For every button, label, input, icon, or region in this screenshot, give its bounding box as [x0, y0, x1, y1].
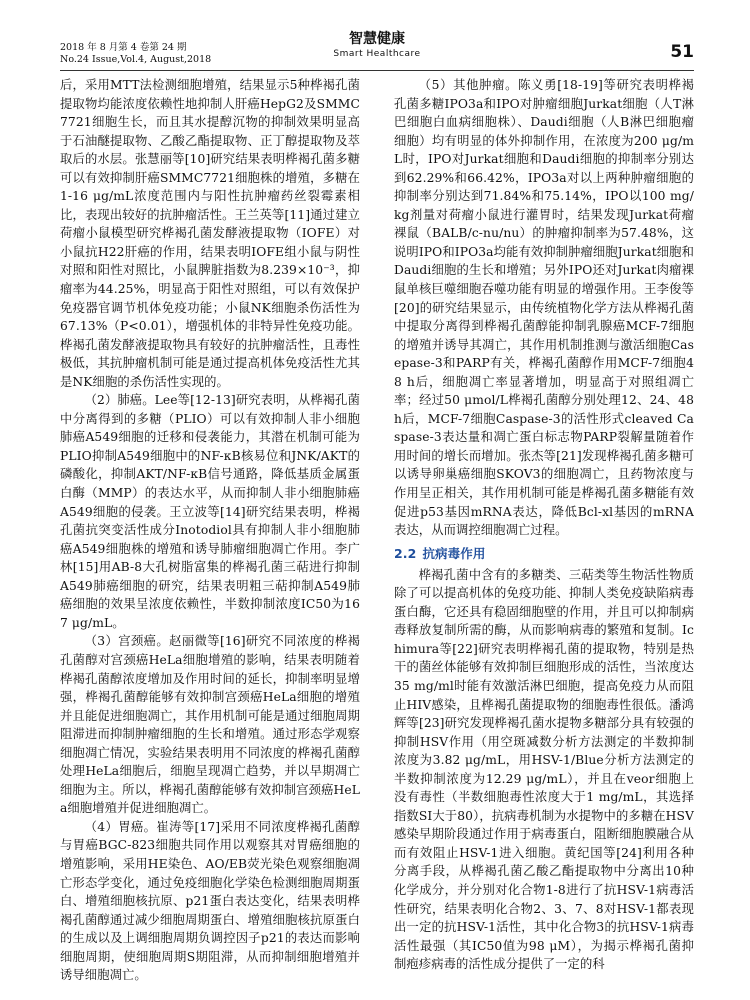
journal-title-cn: 智慧健康 — [349, 31, 405, 47]
journal-title-en: Smart Healthcare — [333, 49, 421, 59]
header-divider — [60, 70, 694, 71]
paragraph-other-tumors: （5）其他肿瘤。陈义勇[18-19]等研究表明桦褐孔菌多糖IPO3a和IPO对肿瘤细胞Jurkat细胞（人T淋巴细胞白血病细胞株）、Daudi细胞（人B淋巴细胞瘤细胞）均有明显的体外抑制作用，在浓度为200 μg/mL时，IPO对Jurkat细胞和Daudi细胞的抑制率分别达到62.29%和66.42%，IPO3a对以上两种肿瘤细胞的抑制率分别达到71.84%和75.14%，IPO以100 mg/kg剂量对荷瘤小鼠进行灌胃时，结果发现Jurkat荷瘤裸鼠（BALB/c-nu/nu）的肿瘤抑制率为57.48%，这说明IPO和IPO3a均能有效抑制肿瘤细胞Jurkat细胞和Daudi细胞的生长和增殖；另外IPO还对Jurkat肉瘤裸鼠单核巨噬细胞吞噬功能有明显的增强作用。王李俊等[20]的研究结果显示，由传统植物化学方法从桦褐孔菌中提取分离得到桦褐孔菌醇能抑制乳腺癌MCF-7细胞的增殖并诱导其凋亡，其作用机制推测与激活细胞Casepase-3和PARP有关，桦褐孔菌醇作用MCF-7细胞48 h后，细胞凋亡率显著增加，明显高于对照组凋亡率；经过50 μmol/L桦褐孔菌醇分别处理12、24、48 h后，MCF-7细胞Caspase-3的活性形式cleaved Caspase-3表达量和凋亡蛋白标志物PARP裂解量随着作用时间的增长而增加。张杰等[21]发现桦褐孔菌多糖可以诱导卵巢癌细胞SKOV3的细胞凋亡，且药物浓度与作用呈正相关，其作用机制可能是桦褐孔菌多糖能有效促进p53基因mRNA表达，降低Bcl-xl基因的mRNA表达，从而调控细胞凋亡过程。 — [394, 78, 694, 538]
paragraph-lung-cancer: （2）肺癌。Lee等[12-13]研究表明，从桦褐孔菌中分离得到的多糖（PLIO）可以有效抑制人非小细胞肺癌A549细胞的迁移和侵袭能力，其潜在机制可能为PLIO抑制A549细胞中的NF-κB核易位和JNK/AKT的磷酸化，抑制AKT/NF-κB信号通路，降低基质金属蛋白酶（MMP）的表达水平，从而抑制人非小细胞肺癌A549细胞的侵袭。王立波等[14]研究结果表明，桦褐孔菌抗突变活性成分Inotodiol具有抑制人非小细胞肺癌A549细胞株的增殖和诱导肺瘤细胞凋亡作用。李广林[15]用AB-8大孔树脂富集的桦褐孔菌三萜进行抑制A549肺癌细胞的研究，结果表明粗三萜抑制A549肺癌细胞的效果呈浓度依赖性，半数抑制浓度IC50为167 μg/mL。 — [60, 393, 360, 630]
right-column — [394, 76, 694, 974]
section-heading — [394, 545, 694, 563]
issue-line-cn: 2018 年 8 月第 4 卷第 24 期 — [60, 42, 187, 53]
journal-name — [60, 30, 694, 60]
page-number: 51 — [670, 42, 694, 62]
section-title: 抗病毒作用 — [422, 545, 486, 561]
page-header — [60, 30, 694, 70]
left-column — [60, 76, 360, 985]
section-number: 2.2 — [394, 545, 417, 561]
paragraph-liver-cancer-cont: 后，采用MTT法检测细胞增殖，结果显示5种桦褐孔菌提取物均能浓度依赖性地抑制人肝癌HepG2及SMMC7721细胞生长，而且其水提醇沉物的抑制效果明显高于石油醚提取物、乙酸乙酯提取物、正丁醇提取物及萃取后的水层。张慧丽等[10]研究结果表明桦褐孔菌多糖可以有效抑制肝癌SMMC7721细胞株的增殖，多糖在1-16 μg/mL浓度范围内与阳性抗肿瘤药丝裂霉素相比，表现出较好的抗肿瘤活性。王兰英等[11]通过建立荷瘤小鼠模型研究桦褐孔菌发酵液提取物（IOFE）对小鼠抗H22肝癌的作用，结果表明IOFE组小鼠与阴性对照和阳性对照比，小鼠脾脏指数为8.239×10⁻³，抑瘤率为44.25%，明显高于阳性对照组，可以有效保护免疫器官调节机体免疫功能；小鼠NK细胞杀伤活性为67.13%（P<0.01），增强机体的非特异性免疫功能。桦褐孔菌发酵液提取物具有较好的抗肿瘤活性，且毒性极低，其抗肿瘤机制可能是通过提高机体免疫活性尤其是NK细胞的杀伤活性实现的。 — [60, 78, 360, 389]
paragraph-gastric-cancer: （4）胃癌。崔涛等[17]采用不同浓度桦褐孔菌醇与胃癌BGC-823细胞共同作用以观察其对胃癌细胞的增殖影响，采用HE染色、AO/EB荧光染色观察细胞凋亡形态学变化，通过免疫细胞化学染色检测细胞周期蛋白、增殖细胞核抗原、p21蛋白表达变化，结果表明桦褐孔菌醇通过减少细胞周期蛋白、增殖细胞核抗原蛋白的生成以及上调细胞周期负调控因子p21的表达而影响细胞周期，使细胞周期S期阻滞，从而抑制细胞增殖并诱导细胞凋亡。 — [60, 819, 360, 983]
issue-line-en: No.24 Issue,Vol.4, August,2018 — [60, 54, 212, 65]
paragraph-antiviral: 桦褐孔菌中含有的多糖类、三萜类等生物活性物质除了可以提高机体的免疫功能、抑制人类免疫缺陷病毒蛋白酶，它还具有稳固细胞壁的作用，并且可以抑制病毒释放复制所需的酶，从而影响病毒的繁殖和复制。Ichimura等[22]研究表明桦褐孔菌的提取物，特别是热干的菌丝体能够有效抑制巨细胞形成的活性，当浓度达35 mg/ml时能有效激活淋巴细胞，提高免疫力从而阻止HIV感染，且桦褐孔菌提取物的细胞毒性很低。潘鸿辉等[23]研究发现桦褐孔菌水提物多糖部分具有较强的抑制HSV作用（用空斑减数分析方法测定的半数抑制浓度为3.82 μg/mL，用HSV-1/Blue分析方法测定的半数抑制浓度为12.29 μg/mL），并且在veor细胞上没有毒性（半数细胞毒性浓度大于1 mg/mL，其选择指数SI大于80），抗病毒机制为水提物中的多糖在HSV感染早期阶段通过作用于病毒蛋白，阻断细胞膜融合从而有效阻止HSV-1进入细胞。黄纪国等[24]利用各种分离手段，从桦褐孔菌乙酸乙酯提取物中分离出10种化学成分，并分别对化合物1-8进行了抗HSV-1病毒活性研究，结果表明化合物2、3、7、8对HSV-1都表现出一定的抗HSV-1活性，其中化合物3的抗HSV-1病毒活性最强（其IC50值为98 μM），为揭示桦褐孔菌抑制疱疹病毒的活性成分提供了一定的科 — [394, 567, 694, 972]
paragraph-cervical-cancer: （3）宫颈癌。赵丽微等[16]研究不同浓度的桦褐孔菌醇对宫颈癌HeLa细胞增殖的影响，结果表明随着桦褐孔菌醇浓度增加及作用时间的延长，抑制率明显增强，桦褐孔菌醇能够有效抑制宫颈癌HeLa细胞的增殖并且能促进细胞凋亡，其作用机制可能是通过细胞周期阻滞进而抑制肿瘤细胞的生长和增殖。通过形态学观察细胞凋亡情况，实验结果表明用不同浓度的桦褐孔菌醇处理HeLa细胞后，细胞呈现凋亡趋势，并以早期凋亡细胞为主。所以，桦褐孔菌醇能够有效抑制宫颈癌HeLa细胞增殖并促进细胞凋亡。 — [60, 634, 360, 816]
